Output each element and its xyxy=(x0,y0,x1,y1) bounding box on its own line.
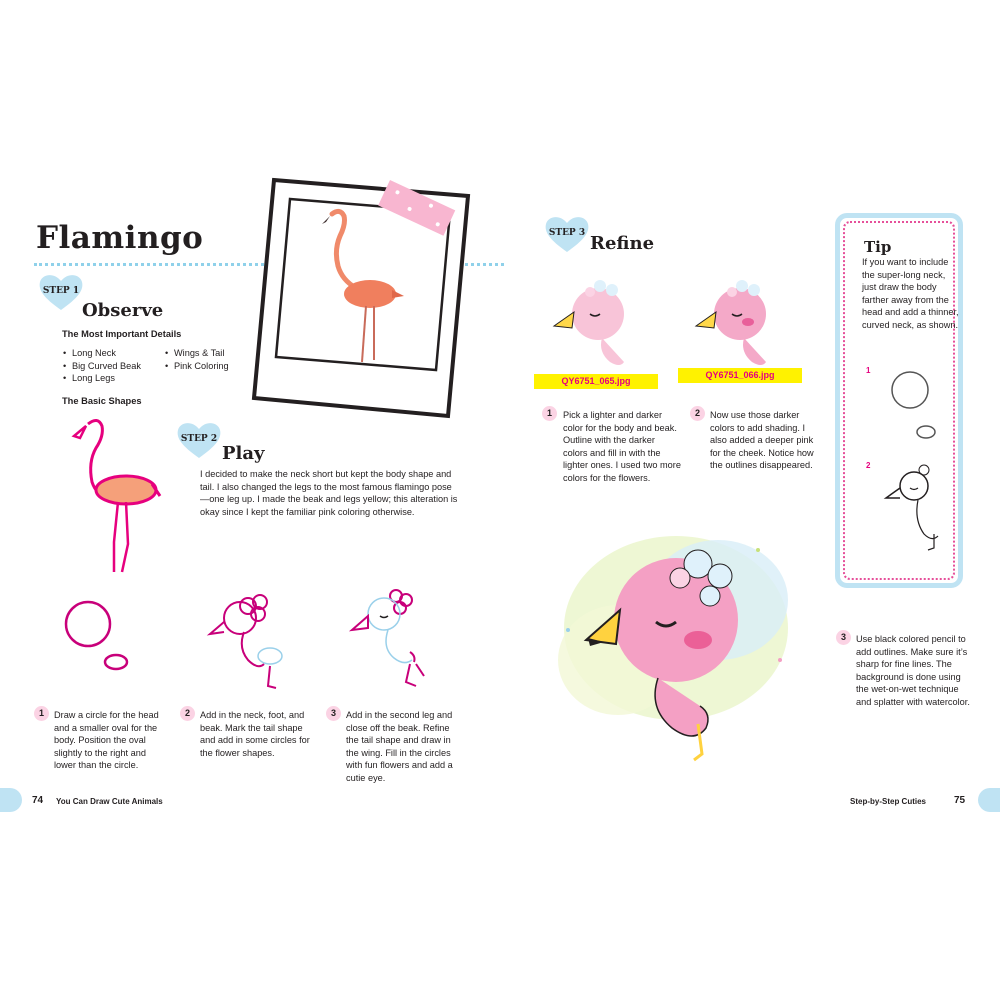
sketch-step3 xyxy=(340,580,450,695)
details-list-col2 xyxy=(164,347,264,372)
sketch-step2 xyxy=(200,586,310,696)
page-edge-tab-left xyxy=(0,788,22,812)
refine-step3-text: Use black colored pencil to add outlines. Make sure it’s sharp for fine lines. The background is done using the wet-on-wet technique and splatter with watercolor. xyxy=(856,634,970,707)
detail-item: • Long Legs xyxy=(72,372,162,385)
tip-number-2: 2 xyxy=(866,461,871,470)
page-number-right: 75 xyxy=(954,795,966,806)
detail-item: • Long Neck xyxy=(72,347,162,360)
details-heading: The Most Important Details xyxy=(62,329,182,339)
sketch-step1 xyxy=(58,598,148,683)
details-list-col1 xyxy=(62,347,162,385)
basic-shapes-drawing xyxy=(60,414,170,584)
tip-sketch-2 xyxy=(878,456,958,556)
step2-heart-badge xyxy=(176,420,222,460)
refine-step2-text: Now use those darker colors to add shading. I also added a deeper pink for the cheek. Notice how the outlines disappeared. xyxy=(710,410,814,470)
refine-step1-number: 1 xyxy=(542,406,557,421)
sketch-step3-number: 3 xyxy=(326,706,341,721)
image-filename-tag: QY6751_065.jpg xyxy=(534,374,658,389)
sketch-step3-text: Add in the second leg and close off the beak. Refine the tail shape and draw in the wing. Fill in the circles with fun flowers and add a cutie eye. xyxy=(346,710,453,783)
step1-heart-badge xyxy=(38,272,84,312)
refine-drawing-2 xyxy=(690,270,790,370)
sketch-step1-text: Draw a circle for the head and a smaller oval for the body. Position the oval slightly to the right and lower than the circle. xyxy=(54,710,159,770)
running-footer-left: You Can Draw Cute Animals xyxy=(56,797,163,806)
detail-item: • Big Curved Beak xyxy=(72,360,162,373)
refine-step3-number: 3 xyxy=(836,630,851,645)
running-footer-right: Step-by-Step Cuties xyxy=(850,797,927,806)
final-watercolor-illustration xyxy=(548,510,808,770)
step1-title: Observe xyxy=(82,300,164,321)
shapes-heading: The Basic Shapes xyxy=(62,396,142,406)
step3-heart-badge xyxy=(544,214,590,254)
tip-number-1: 1 xyxy=(866,366,871,375)
detail-item: • Wings & Tail xyxy=(174,347,264,360)
refine-drawing-1 xyxy=(548,270,648,370)
photo-frame xyxy=(240,172,480,422)
detail-item: • Pink Coloring xyxy=(174,360,264,373)
step2-title: Play xyxy=(222,443,265,464)
step3-label: STEP 3 xyxy=(548,228,586,238)
step3-title: Refine xyxy=(590,233,655,254)
image-filename-tag: QY6751_066.jpg xyxy=(678,368,802,383)
tip-title: Tip xyxy=(864,238,892,256)
sketch-step2-number: 2 xyxy=(180,706,195,721)
page-number-left: 74 xyxy=(32,795,44,806)
step2-label: STEP 2 xyxy=(180,434,218,444)
sketch-step2-text: Add in the neck, foot, and beak. Mark the tail shape and add in some circles for the flower shapes. xyxy=(200,710,310,758)
step2-text: I decided to make the neck short but kept the body shape and tail. I also changed the legs to the most famous flamingo pose—one leg up. I made the beak and legs yellow; this alteration is okay since I kept the familiar pink coloring otherwise. xyxy=(200,469,458,517)
tip-text: If you want to include the super-long neck, just draw the body farther away from the head and add a thinner, curved neck, as shown. xyxy=(862,257,959,330)
refine-step2-number: 2 xyxy=(690,406,705,421)
page-title: Flamingo xyxy=(36,220,204,256)
page-edge-tab-right xyxy=(978,788,1000,812)
tip-sketch-1 xyxy=(880,368,950,448)
tip-box xyxy=(835,213,963,588)
sketch-step1-number: 1 xyxy=(34,706,49,721)
refine-step1-text: Pick a lighter and darker color for the body and beak. Outline with the darker colors and fill in with the lighter ones. I used two more colors for the flowers. xyxy=(563,410,681,483)
step1-label: STEP 1 xyxy=(42,286,80,296)
